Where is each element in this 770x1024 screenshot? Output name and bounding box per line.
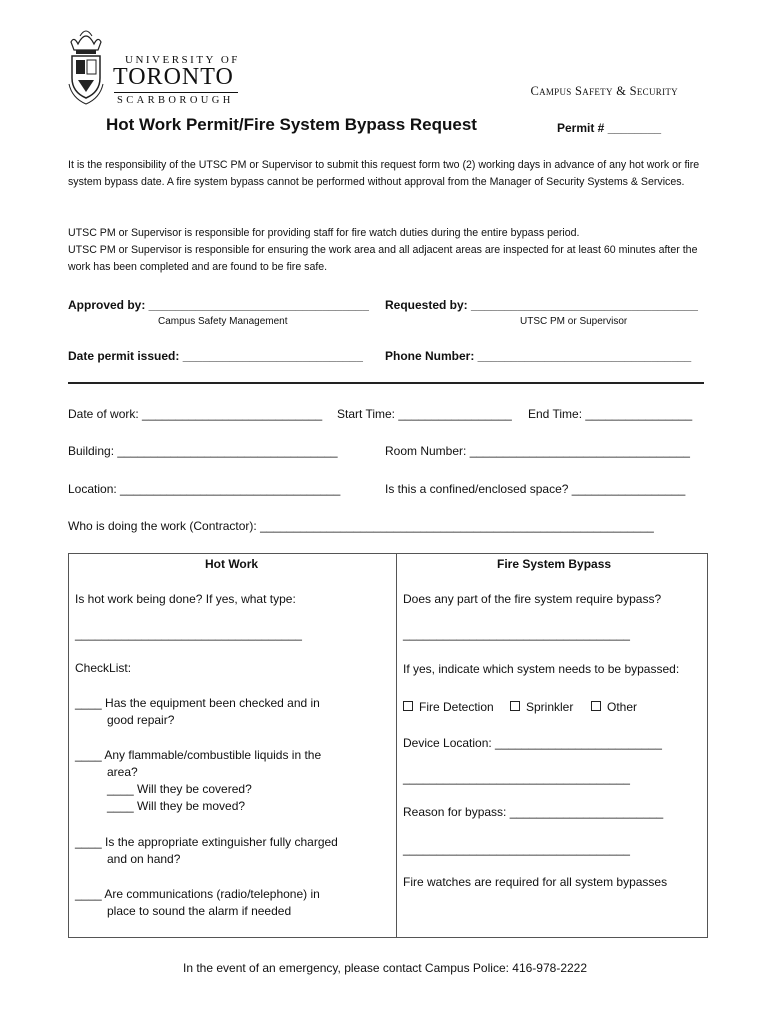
department-name: Campus Safety & Security [530,84,678,98]
device-location-field[interactable]: Device Location: _________________________ [403,736,662,750]
checklist-item-extinguisher-cont: and on hand? [107,852,181,866]
fire-watch-note: Fire watches are required for all system bypasses [403,875,668,889]
requested-by-caption: UTSC PM or Supervisor [520,316,628,327]
permit-number-field[interactable]: Permit # ________ [557,121,662,135]
location-field[interactable]: Location: _________________________________ [68,482,341,496]
end-time-field[interactable]: End Time: ________________ [528,407,693,421]
checklist-subitem-moved[interactable]: ____ Will they be moved? [107,799,246,813]
fire-bypass-answer-line[interactable]: __________________________________ [403,627,630,641]
checklist-item-communications-cont: place to sound the alarm if needed [107,904,292,918]
phone-number-field[interactable]: Phone Number: ________________________________ [385,349,692,363]
hot-work-question: Is hot work being done? If yes, what type: [75,592,296,606]
date-of-work-field[interactable]: Date of work: ___________________________ [68,407,323,421]
option-other[interactable] [591,700,637,714]
approved-by-caption: Campus Safety Management [158,316,288,327]
room-number-field[interactable]: Room Number: _________________________________ [385,444,690,458]
checklist-item-extinguisher[interactable]: ____ Is the appropriate extinguisher fully charged [75,835,338,849]
checkbox-icon[interactable] [591,701,601,711]
intro-paragraph-2-line-2: UTSC PM or Supervisor is responsible for ensuring the work area and all adjacent areas are inspected for at least 60 minutes after the work has been completed and are found to be fire safe. [68,244,698,273]
checklist-item-communications[interactable]: ____ Are communications (radio/telephone) in [75,887,320,901]
university-crest-logo [68,26,104,106]
checklist-item-equipment-cont: good repair? [107,713,175,727]
intro-paragraph-2-line-1: UTSC PM or Supervisor is responsible for providing staff for fire watch duties during the entire bypass period. [68,227,580,239]
checklist-subitem-covered[interactable]: ____ Will they be covered? [107,782,252,796]
option-fire-detection-label: Fire Detection [419,700,494,714]
start-time-field[interactable]: Start Time: _________________ [337,407,512,421]
device-location-line[interactable]: __________________________________ [403,771,630,785]
date-permit-issued-field[interactable]: Date permit issued: ___________________________ [68,349,363,363]
option-sprinkler-label: Sprinkler [526,700,574,714]
hot-work-answer-line[interactable]: __________________________________ [75,627,302,641]
checklist-item-flammables-cont: area? [107,765,138,779]
checklist-item-equipment[interactable]: ____ Has the equipment been checked and in [75,696,320,710]
fire-bypass-heading: Fire System Bypass [497,557,612,571]
contractor-field[interactable]: Who is doing the work (Contractor): ___________________________________________________________ [68,519,654,533]
logo-university-of: UNIVERSITY OF [125,54,240,66]
requested-by-field[interactable]: Requested by: __________________________________ [385,298,698,312]
intro-paragraph-1: It is the responsibility of the UTSC PM or Supervisor to submit this request form two (2) working days in advance of any hot work or fire system bypass date. A fire system bypass cannot be performed without approval from the Manager of Security Systems & Services. [68,159,700,188]
checklist-label: CheckList: [75,661,132,675]
option-other-label: Other [607,700,638,714]
hot-work-heading: Hot Work [205,557,259,571]
option-sprinkler[interactable] [510,700,573,714]
logo-rule [114,92,238,93]
checkbox-icon[interactable] [403,701,413,711]
checkbox-icon[interactable] [510,701,520,711]
logo-scarborough: SCARBOROUGH [117,95,234,106]
reason-line[interactable]: __________________________________ [403,842,630,856]
section-divider [68,382,704,384]
page-title: Hot Work Permit/Fire System Bypass Request [106,115,477,134]
approved-by-field[interactable]: Approved by: _________________________________ [68,298,369,312]
confined-space-field[interactable]: Is this a confined/enclosed space? _________________ [385,482,686,496]
building-field[interactable]: Building: _________________________________ [68,444,338,458]
logo-toronto: TORONTO [113,64,234,90]
table-column-divider [396,553,397,938]
option-fire-detection[interactable] [403,700,494,714]
checklist-item-flammables[interactable]: ____ Any flammable/combustible liquids in the [75,748,322,762]
fire-bypass-indicate: If yes, indicate which system needs to be bypassed: [403,662,680,676]
fire-bypass-question: Does any part of the fire system require bypass? [403,592,662,606]
emergency-contact-footer: In the event of an emergency, please contact Campus Police: 416-978-2222 [182,961,588,975]
reason-for-bypass-field[interactable]: Reason for bypass: _______________________ [403,805,664,819]
